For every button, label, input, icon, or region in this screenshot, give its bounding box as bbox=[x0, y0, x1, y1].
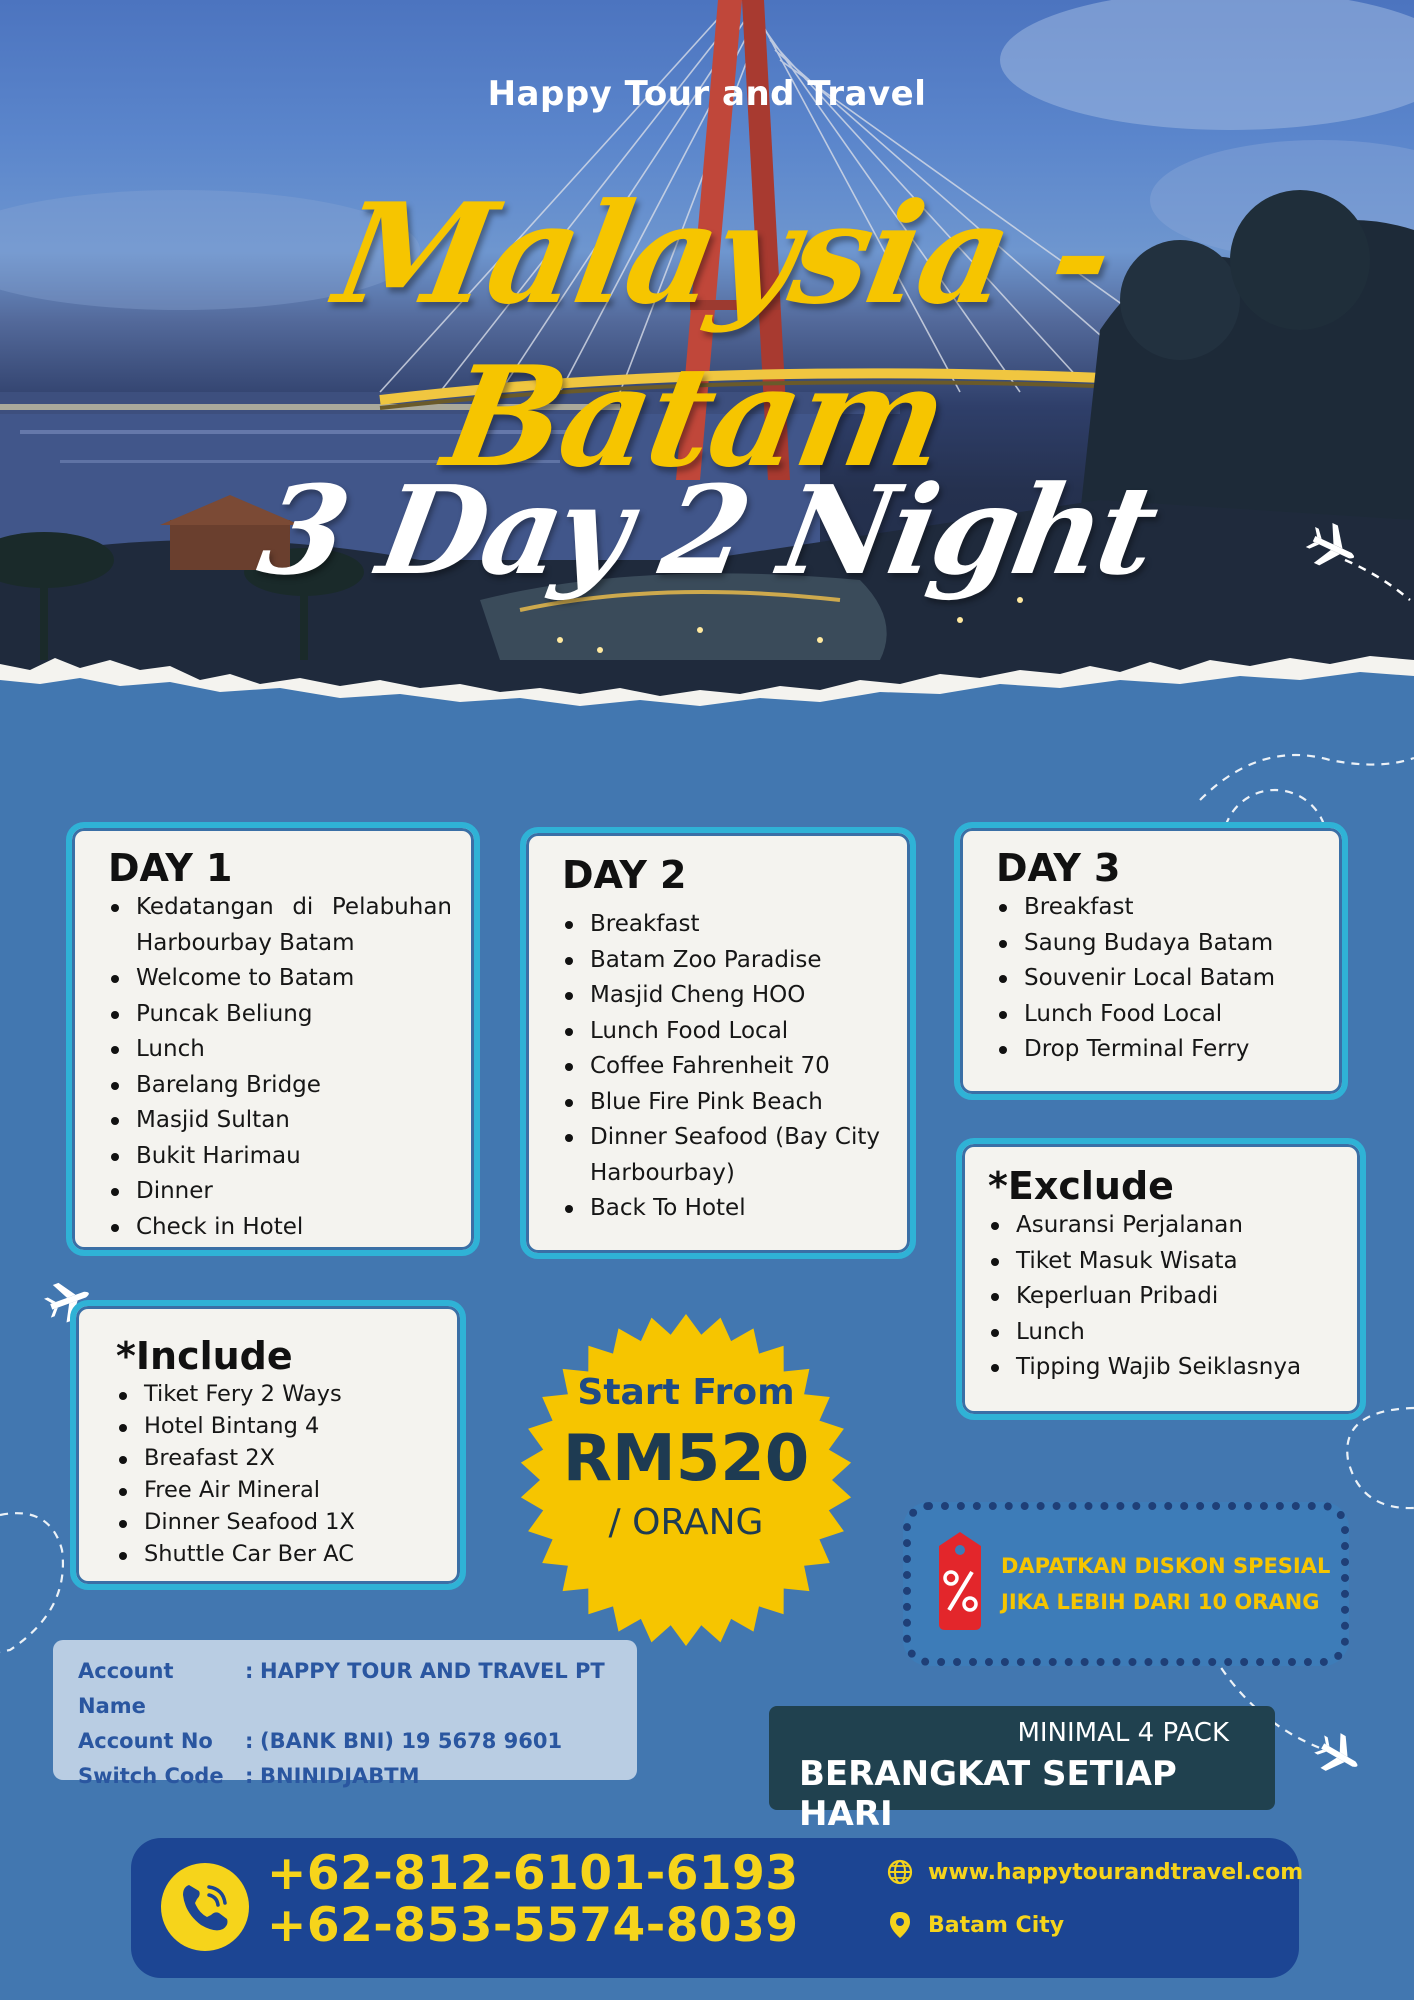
account-no-row bbox=[78, 1724, 637, 1759]
discount-text bbox=[1001, 1548, 1341, 1620]
switch-code-row bbox=[78, 1759, 637, 1794]
list-item: Tipping Wajib Seiklasnya bbox=[988, 1350, 1338, 1386]
day-3-heading: DAY 3 bbox=[996, 846, 1121, 890]
day-2-card bbox=[520, 827, 916, 1259]
list-item: Check in Hotel bbox=[108, 1210, 452, 1246]
discount-tag-icon bbox=[929, 1532, 991, 1632]
phone-number-1[interactable]: +62-812-6101-6193 bbox=[267, 1846, 799, 1901]
location-row bbox=[886, 1910, 1064, 1940]
list-item: Dinner bbox=[108, 1174, 452, 1210]
discount-line-2: JIKA LEBIH DARI 10 ORANG bbox=[1001, 1590, 1320, 1614]
list-item: Welcome to Batam bbox=[108, 961, 452, 997]
discount-line-1: DAPATKAN DISKON SPESIAL bbox=[1001, 1554, 1331, 1578]
price-badge-text bbox=[516, 1310, 856, 1650]
price-unit: / ORANG bbox=[608, 1502, 764, 1543]
account-no-value: (BANK BNI) 19 5678 9601 bbox=[260, 1729, 563, 1753]
location-text: Batam City bbox=[928, 1912, 1065, 1938]
day-3-itinerary bbox=[996, 890, 1320, 1068]
phone-icon bbox=[161, 1863, 249, 1951]
account-no-label: Account No bbox=[78, 1729, 213, 1753]
departure-text: BERANGKAT SETIAP HARI bbox=[799, 1754, 1177, 1834]
price-amount: RM520 bbox=[562, 1422, 810, 1496]
brand-name: Happy Tour and Travel bbox=[487, 74, 927, 114]
day-1-itinerary bbox=[108, 890, 452, 1245]
list-item: Puncak Beliung bbox=[108, 997, 452, 1033]
exclude-list bbox=[988, 1208, 1338, 1386]
price-start-label: Start From bbox=[577, 1372, 795, 1413]
torn-paper-edge bbox=[0, 640, 1414, 720]
list-item: Batam Zoo Paradise bbox=[562, 943, 888, 979]
day-2-itinerary bbox=[562, 907, 888, 1227]
separator: : bbox=[245, 1659, 254, 1683]
exclude-card bbox=[956, 1138, 1366, 1420]
list-item: Dinner Seafood (Bay City Harbourbay) bbox=[562, 1120, 888, 1191]
switch-code-label: Switch Code bbox=[78, 1764, 224, 1788]
list-item: Breakfast bbox=[562, 907, 888, 943]
list-item: Bukit Harimau bbox=[108, 1139, 452, 1175]
list-item: Souvenir Local Batam bbox=[996, 961, 1320, 997]
list-item: Saung Budaya Batam bbox=[996, 926, 1320, 962]
list-item: Back To Hotel bbox=[562, 1191, 888, 1227]
bank-account-box bbox=[53, 1640, 637, 1788]
list-item: Lunch bbox=[988, 1315, 1338, 1351]
separator: : bbox=[245, 1764, 254, 1788]
list-item: Drop Terminal Ferry bbox=[996, 1032, 1320, 1068]
location-pin-icon bbox=[886, 1910, 914, 1940]
list-item: Lunch Food Local bbox=[562, 1014, 888, 1050]
day-1-card bbox=[66, 822, 480, 1256]
list-item: Breakfast bbox=[996, 890, 1320, 926]
list-item: Coffee Fahrenheit 70 bbox=[562, 1049, 888, 1085]
list-item: Kedatangan di Pelabuhan Harbourbay Batam bbox=[108, 890, 452, 961]
list-item: Shuttle Car Ber AC bbox=[116, 1538, 438, 1570]
contact-footer bbox=[131, 1838, 1304, 1978]
list-item: Blue Fire Pink Beach bbox=[562, 1085, 888, 1121]
list-item: Hotel Bintang 4 bbox=[116, 1410, 438, 1442]
list-item: Lunch Food Local bbox=[996, 997, 1320, 1033]
exclude-heading: *Exclude bbox=[988, 1164, 1174, 1208]
account-name-label: Account Name bbox=[78, 1659, 174, 1718]
departure-info bbox=[769, 1706, 1275, 1834]
list-item: Tiket Fery 2 Ways bbox=[116, 1378, 438, 1410]
list-item: Dinner Seafood 1X bbox=[116, 1506, 438, 1538]
tour-title: Malaysia - Batam bbox=[325, 172, 1124, 498]
list-item: Lunch bbox=[108, 1032, 452, 1068]
day-2-heading: DAY 2 bbox=[562, 853, 687, 897]
include-card bbox=[70, 1300, 466, 1590]
list-item: Barelang Bridge bbox=[108, 1068, 452, 1104]
globe-icon bbox=[886, 1858, 914, 1886]
list-item: Masjid Cheng HOO bbox=[562, 978, 888, 1014]
list-item: Masjid Sultan bbox=[108, 1103, 452, 1139]
minimal-pack-text: MINIMAL 4 PACK bbox=[1017, 1718, 1229, 1748]
list-item: Breafast 2X bbox=[116, 1442, 438, 1474]
switch-code-value: BNINIDJABTM bbox=[260, 1764, 420, 1788]
include-list bbox=[116, 1378, 438, 1570]
list-item: Keperluan Pribadi bbox=[988, 1279, 1338, 1315]
account-name-row bbox=[78, 1654, 637, 1724]
tour-duration: 3 Day 2 Night bbox=[249, 458, 1165, 602]
website-link[interactable]: www.happytourandtravel.com bbox=[928, 1859, 1304, 1885]
website-row[interactable] bbox=[886, 1858, 1303, 1886]
list-item: Tiket Masuk Wisata bbox=[988, 1244, 1338, 1280]
list-item: Free Air Mineral bbox=[116, 1474, 438, 1506]
day-1-heading: DAY 1 bbox=[108, 846, 233, 890]
account-name-value: HAPPY TOUR AND TRAVEL PT bbox=[260, 1659, 605, 1683]
list-item: Asuransi Perjalanan bbox=[988, 1208, 1338, 1244]
airplane-icon bbox=[1300, 1716, 1380, 1796]
hero-banner bbox=[0, 0, 1414, 700]
include-heading: *Include bbox=[116, 1334, 293, 1378]
phone-number-2[interactable]: +62-853-5574-8039 bbox=[267, 1898, 799, 1953]
day-3-card bbox=[954, 822, 1348, 1100]
separator: : bbox=[245, 1729, 254, 1753]
discount-banner bbox=[903, 1502, 1349, 1666]
